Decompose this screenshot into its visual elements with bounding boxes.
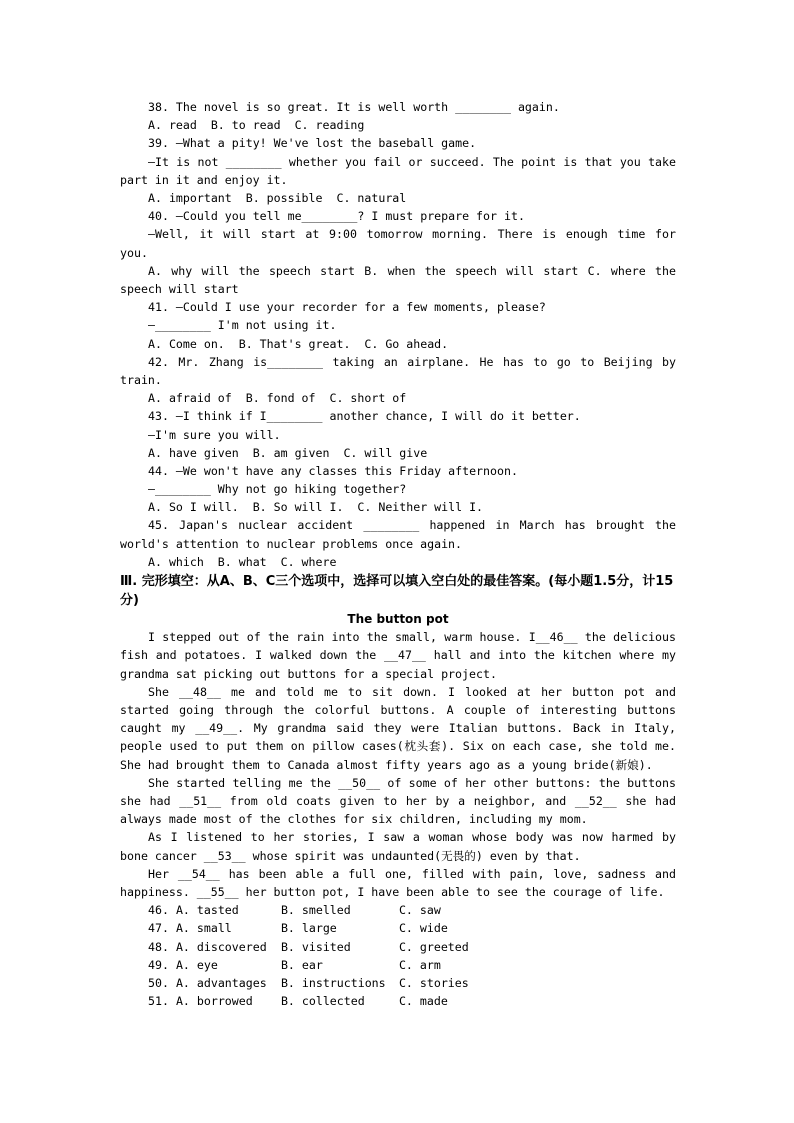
option-row	[120, 956, 676, 974]
option-number: 48.	[148, 939, 169, 954]
worksheet	[120, 98, 676, 1010]
question-38: 38. The novel is so great. It is well worth ________ again.	[148, 100, 560, 114]
option-b: B. smelled	[280, 903, 351, 918]
passage-title: The button pot	[347, 612, 449, 627]
question-43: 43. —I think if I________ another chance, I will do it better.	[148, 409, 581, 424]
option-c: C. greeted	[398, 939, 469, 954]
question-40: 40. —Could you tell me________? I must prepare for it.	[148, 209, 525, 224]
option-number: 46.	[148, 903, 169, 918]
option-row	[120, 974, 676, 992]
question-39-options: A. important B. possible C. natural	[148, 190, 407, 205]
option-a: A. discovered	[175, 939, 267, 954]
section-heading: Ⅲ. 完形填空：从A、B、C三个选项中，选择可以填入空白处的最佳答案。(每小题1.5分，计15分)	[120, 574, 674, 609]
question-45-options: A. which B. what C. where	[148, 554, 337, 569]
question-41-reply: —________ I'm not using it.	[148, 318, 337, 333]
option-row	[120, 901, 676, 919]
option-a: A. advantages	[175, 976, 267, 991]
option-c: C. wide	[398, 921, 448, 936]
option-number: 49.	[148, 957, 169, 972]
question-44-reply: —________ Why not go hiking together?	[148, 482, 407, 497]
option-c: C. arm	[398, 957, 441, 972]
question-39: 39. —What a pity! We've lost the baseball game.	[148, 136, 477, 151]
option-number: 50.	[148, 976, 169, 991]
question-43-options: A. have given B. am given C. will give	[148, 445, 428, 460]
option-b: B. instructions	[280, 976, 386, 991]
option-c: C. saw	[398, 903, 441, 918]
option-b: B. large	[280, 921, 337, 936]
question-45: 45. Japan's nuclear accident ________ happened in March has brought the world's attention to nuclear problems once again.	[120, 518, 676, 551]
passage-paragraph: As I listened to her stories, I saw a woman whose body was now harmed by bone cancer __53__ whose spirit was undaunted(无畏的) even by that.	[120, 830, 676, 863]
question-43-reply: —I'm sure you will.	[148, 427, 281, 442]
option-b: B. visited	[280, 939, 351, 954]
option-number: 51.	[148, 994, 169, 1009]
question-44-options: A. So I will. B. So will I. C. Neither will I.	[148, 500, 484, 515]
passage-paragraph: I stepped out of the rain into the small, warm house. I__46__ the delicious fish and potatoes. I walked down the __47__ hall and into the kitchen where my grandma sat picking out buttons for a special project.	[120, 630, 676, 681]
passage-paragraph: She __48__ me and told me to sit down. I looked at her button pot and started going through the colorful buttons. A couple of interesting buttons caught my __49__. My grandma said they were Italian buttons. Back in Italy, people used to put them on pillow cases(枕头套). Six on each case, she told me. She had brought them to Canada almost fifty years ago as a young bride(新娘).	[120, 684, 676, 772]
option-c: C. made	[398, 994, 448, 1009]
option-c: C. stories	[398, 976, 469, 991]
question-44: 44. —We won't have any classes this Friday afternoon.	[148, 463, 518, 478]
question-40-options: A. why will the speech start B. when the speech will start C. where the speech will start	[120, 263, 676, 296]
option-a: A. eye	[175, 957, 218, 972]
question-38-options: A. read B. to read C. reading	[148, 118, 365, 133]
option-b: B. ear	[280, 957, 323, 972]
question-42-options: A. afraid of B. fond of C. short of	[148, 391, 407, 406]
question-40-reply: —Well, it will start at 9:00 tomorrow morning. There is enough time for you.	[120, 227, 676, 260]
option-row	[120, 992, 676, 1010]
option-row	[120, 938, 676, 956]
question-39-reply: —It is not ________ whether you fail or succeed. The point is that you take part in it and enjoy it.	[120, 154, 676, 187]
passage-paragraph: Her __54__ has been able a full one, filled with pain, love, sadness and happiness. __55__ her button pot, I have been able to see the courage of life.	[120, 866, 676, 900]
option-a: A. small	[175, 921, 232, 936]
question-42: 42. Mr. Zhang is________ taking an airplane. He has to go to Beijing by train.	[120, 354, 676, 387]
option-a: A. tasted	[175, 903, 239, 918]
option-a: A. borrowed	[175, 994, 253, 1009]
question-41: 41. —Could I use your recorder for a few moments, please?	[148, 300, 546, 315]
question-41-options: A. Come on. B. That's great. C. Go ahead.	[148, 336, 449, 351]
option-row	[120, 919, 676, 937]
option-b: B. collected	[280, 994, 365, 1009]
option-number: 47.	[148, 921, 169, 936]
passage-paragraph: She started telling me the __50__ of some of her other buttons: the buttons she had __51__ from old coats given to her by a neighbor, and __52__ she had always made most of the clothes for six children, including my mom.	[120, 775, 676, 827]
